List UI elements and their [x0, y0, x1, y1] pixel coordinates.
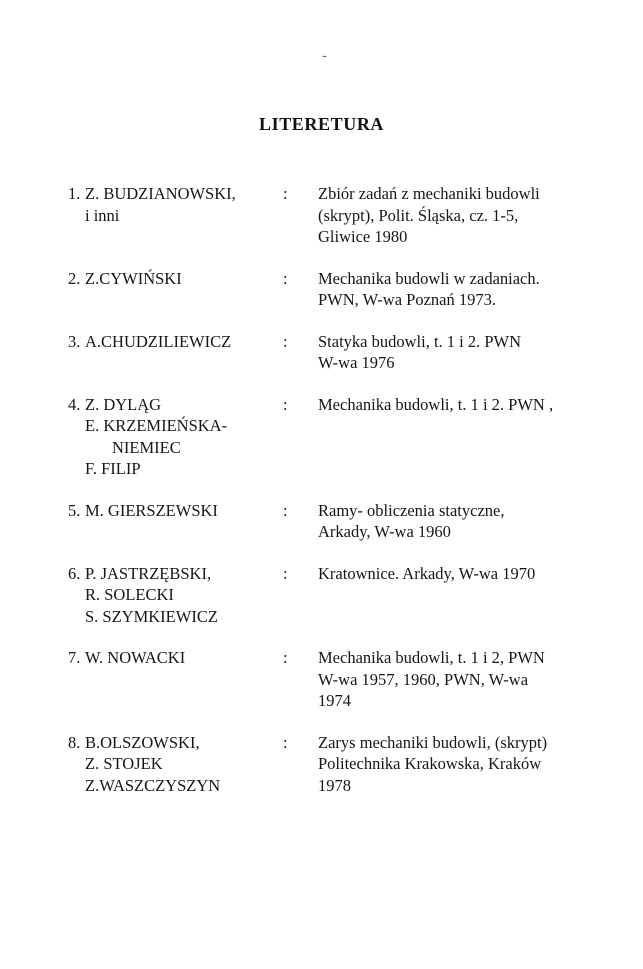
author-line: Z. BUDZIANOWSKI,: [85, 184, 236, 203]
author-line: A.CHUDZILIEWICZ: [85, 331, 232, 351]
bibliography-entry: [68, 183, 621, 248]
description-line: Kratownice. Arkady, W-wa 1970: [318, 563, 536, 583]
entry-separator: :: [283, 184, 288, 203]
bibliography-entry: [68, 394, 621, 480]
bibliography-entry: [68, 732, 621, 797]
description-line: W-wa 1957, 1960, PWN, W-wa: [318, 669, 529, 689]
entry-authors: [85, 732, 283, 797]
entry-number: 5.: [68, 500, 81, 520]
description-line: 1978: [318, 775, 351, 795]
entry-description: [318, 183, 621, 248]
description-line: (skrypt), Polit. Śląska, cz. 1-5,: [318, 205, 519, 225]
author-line: NIEMIEC: [112, 437, 181, 457]
entry-separator: :: [283, 648, 288, 667]
author-line: Z. STOJEK: [85, 754, 163, 773]
description-line: PWN, W-wa Poznań 1973.: [318, 290, 496, 309]
entry-authors: [85, 647, 283, 669]
entry-authors: [85, 500, 283, 522]
author-line: S. SZYMKIEWICZ: [85, 606, 218, 626]
bibliography-entry: [68, 331, 621, 374]
page-title: LITERETURA: [258, 114, 385, 134]
entry-number: 3.: [68, 331, 81, 351]
entry-description: [318, 500, 621, 543]
description-line: Gliwice 1980: [318, 227, 408, 246]
entry-number: 2.: [68, 268, 81, 288]
author-line: B.OLSZOWSKI,: [85, 732, 200, 752]
description-line: Zarys mechaniki budowli, (skrypt): [318, 732, 548, 752]
author-line: Z. DYLĄG: [85, 394, 162, 414]
author-line: i inni: [85, 205, 120, 225]
description-line: Ramy- obliczenia statyczne,: [318, 500, 505, 520]
entry-number: 8.: [68, 732, 81, 752]
entry-separator: :: [283, 732, 288, 752]
author-line: P. JASTRZĘBSKI,: [85, 563, 212, 583]
author-line: Z.WASZCZYSZYN: [85, 775, 221, 795]
bibliography-entry: [68, 563, 621, 628]
entry-authors: [85, 183, 283, 226]
entry-description: [318, 331, 621, 374]
description-line: Politechnika Krakowska, Kraków: [318, 754, 542, 773]
entry-separator: :: [283, 563, 288, 583]
entry-separator: :: [283, 331, 288, 351]
entry-description: [318, 268, 621, 311]
description-line: Zbiór zadań z mechaniki budowli: [318, 184, 540, 203]
bibliography-entry: [68, 647, 621, 712]
author-line: F. FILIP: [85, 459, 141, 478]
bibliography-entry: [68, 268, 621, 311]
description-line: Mechanika budowli, t. 1 i 2, PWN: [318, 648, 545, 667]
description-line: Statyka budowli, t. 1 i 2. PWN: [318, 331, 522, 351]
entry-description: [318, 563, 621, 585]
description-line: Arkady, W-wa 1960: [318, 522, 451, 541]
entry-description: [318, 394, 621, 416]
description-line: 1974: [318, 691, 351, 710]
top-dash-mark: -: [322, 48, 327, 64]
entry-separator: :: [283, 500, 288, 520]
entry-number: 4.: [68, 394, 81, 414]
description-line: W-wa 1976: [318, 353, 395, 372]
entry-description: [318, 732, 621, 797]
entry-number: 6.: [68, 563, 81, 583]
description-line: Mechanika budowli, t. 1 i 2. PWN ,: [318, 394, 554, 414]
author-line: R. SOLECKI: [85, 585, 174, 604]
description-line: Mechanika budowli w zadaniach.: [318, 268, 540, 288]
author-line: W. NOWACKI: [85, 648, 186, 667]
author-line: E. KRZEMIEŃSKA-: [85, 416, 228, 435]
entry-authors: [85, 394, 283, 480]
author-line: Z.CYWIŃSKI: [85, 268, 182, 288]
author-line: M. GIERSZEWSKI: [85, 500, 218, 520]
entry-authors: [85, 563, 283, 628]
entry-separator: :: [283, 394, 288, 414]
entry-number: 1.: [68, 184, 81, 203]
entry-separator: :: [283, 268, 288, 288]
entry-authors: [85, 331, 283, 353]
entry-authors: [85, 268, 283, 290]
entry-description: [318, 647, 621, 712]
entry-number: 7.: [68, 648, 81, 667]
bibliography-list: [68, 183, 621, 816]
bibliography-entry: [68, 500, 621, 543]
